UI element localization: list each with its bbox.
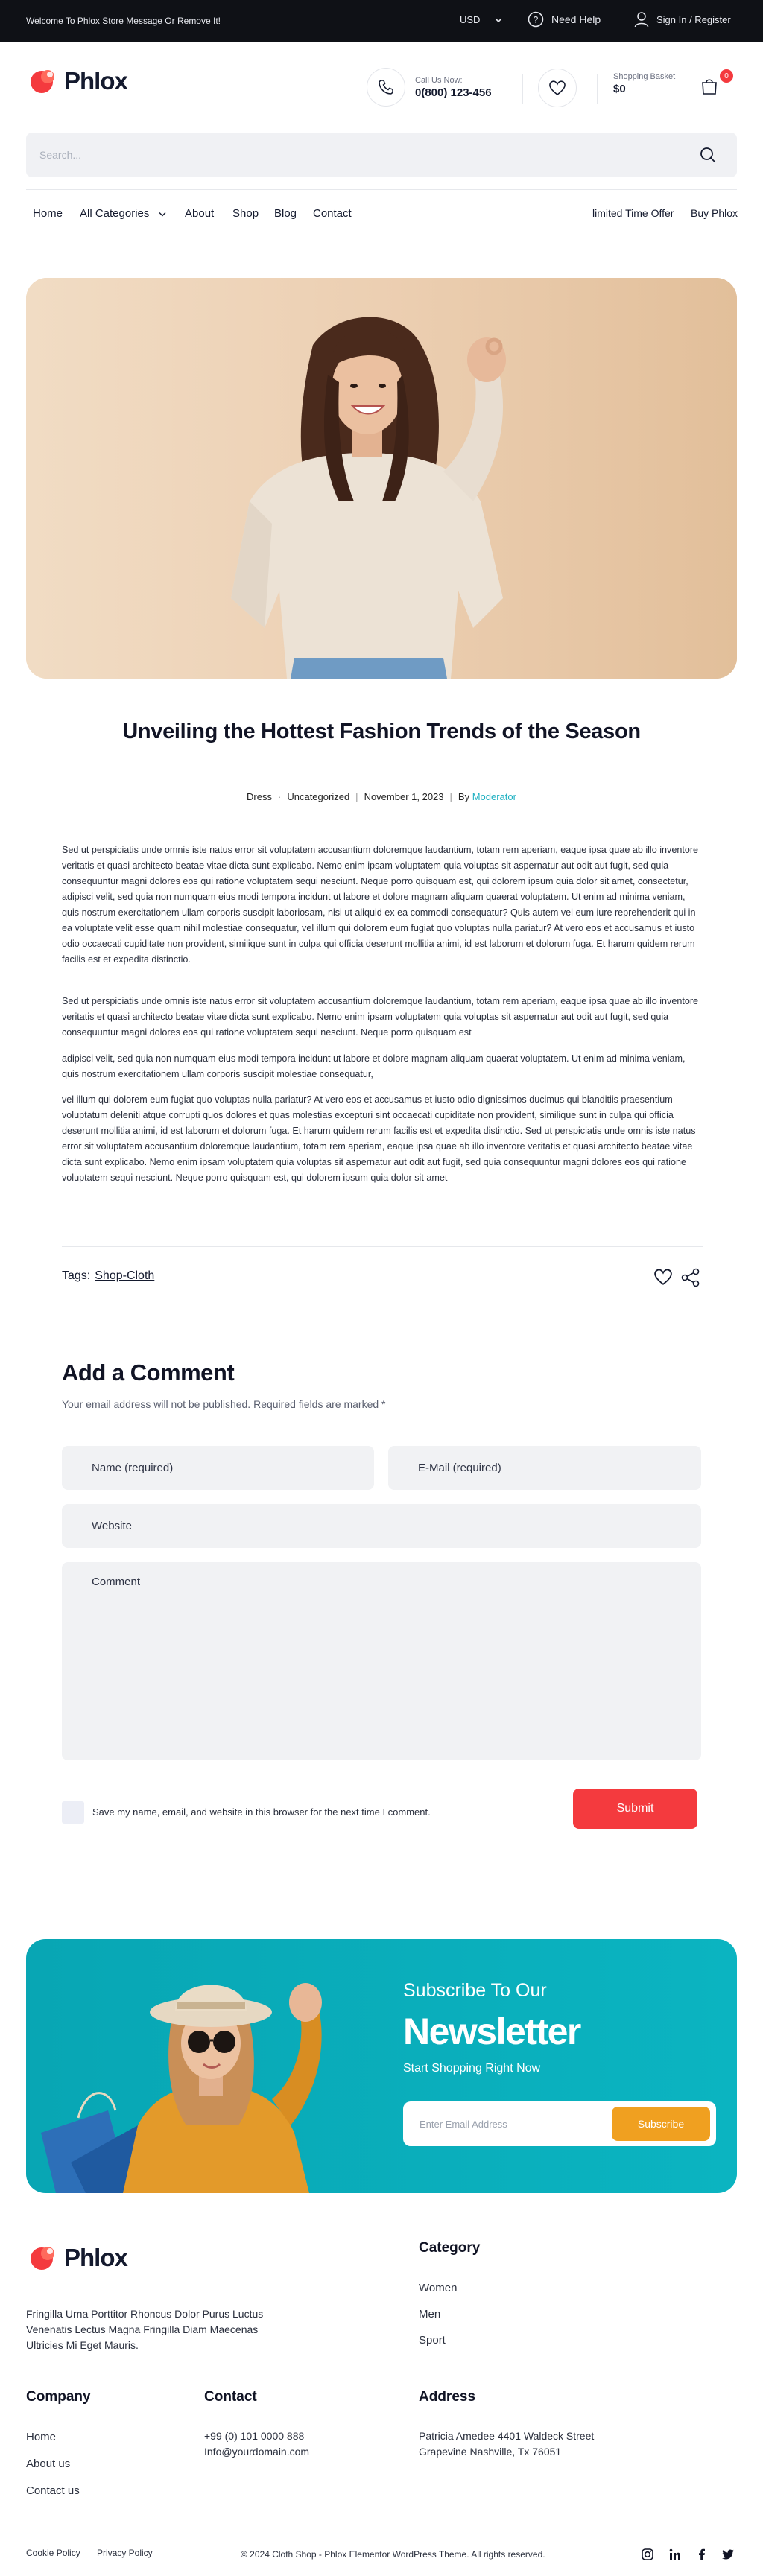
comment-note: Your email address will not be published. Required fields are marked * — [62, 1398, 386, 1410]
footer-address-line1: Patricia Amedee 4401 Waldeck Street — [419, 2430, 595, 2442]
post-author[interactable]: Moderator — [472, 791, 516, 802]
website-input[interactable] — [62, 1504, 701, 1548]
wishlist-button[interactable] — [538, 69, 577, 107]
share-icon[interactable] — [681, 1268, 700, 1287]
newsletter-heading: Newsletter — [403, 2011, 580, 2052]
sign-in-label: Sign In / Register — [656, 13, 731, 25]
brand-name: Phlox — [64, 67, 127, 95]
submit-comment-button[interactable]: Submit — [573, 1789, 697, 1829]
post-tags — [62, 1269, 154, 1283]
tag-shop-cloth[interactable]: Shop-Cloth — [95, 1269, 155, 1282]
post-category-dress[interactable]: Dress — [247, 791, 272, 802]
footer-company-title: Company — [26, 2389, 91, 2405]
instagram-icon[interactable] — [641, 2548, 654, 2561]
footer-contact-title: Contact — [204, 2389, 257, 2405]
logo-icon — [28, 68, 60, 95]
fashion-model-illustration — [26, 278, 737, 679]
save-info-label: Save my name, email, and website in this browser for the next time I comment. — [92, 1806, 431, 1818]
post-title: Unveiling the Hottest Fashion Trends of the Season — [122, 720, 641, 743]
basket-total: $0 — [613, 83, 626, 95]
cookie-policy-link[interactable]: Cookie Policy — [26, 2548, 80, 2558]
post-by: By — [458, 791, 470, 802]
cart-count-badge: 0 — [720, 69, 733, 83]
welcome-message: Welcome To Phlox Store Message Or Remove It! — [26, 16, 221, 26]
currency-selector[interactable] — [460, 14, 502, 25]
post-date: November 1, 2023 — [364, 791, 444, 802]
privacy-policy-link[interactable]: Privacy Policy — [97, 2548, 153, 2558]
footer-link-home[interactable]: Home — [26, 2431, 57, 2443]
post-paragraph: Sed ut perspiciatis unde omnis iste natus error sit voluptatem accusantium doloremque laudantium, totam rem aperiam, eaque ipsa quae ab illo inventore veritatis et quasi architecto beatae vitae dicta sunt explicabo. Nemo enim ipsam voluptatem quia voluptas sit aspernatur aut odit aut fugit, sed quia consequuntur magni dolores eos qui ratione voluptatem sequi nesciunt. Neque porro quisquam est, qui dolorem ipsum quia dolor sit amet, consectetur, adipisci velit, sed quia non numquam eius modi tempora incidunt ut labore et dolore magnam aliquam quaerat voluptatem. Ut enim ad minima veniam, quis nostrum exercitationem ullam corporis suscipit laboriosam, nisi ut aliquid ex ea commodi consequatur? Quis autem vel eum iure reprehenderit qui in ea voluptate velit esse quam nihil molestiae consequatur, vel illum qui dolorem eum fugiat quo voluptas nulla pariatur? At vero eos et accusamus et iusto odio occaecati cupiditate non provident, similique sunt in culpa qui officia deserunt mollitia animi, id est laborum et dolorum fuga. Et harum quidem rerum facilis est et expedita distinctio. — [62, 845, 699, 965]
chevron-down-icon — [159, 212, 166, 217]
logo-icon — [28, 2245, 60, 2271]
footer-link-contact[interactable]: Contact us — [26, 2484, 80, 2497]
post-category-uncategorized[interactable]: Uncategorized — [287, 791, 350, 802]
need-help-label: Need Help — [551, 13, 601, 25]
footer-category-men[interactable]: Men — [419, 2308, 441, 2320]
meta-separator: | — [449, 791, 452, 802]
sign-in-link[interactable] — [634, 11, 731, 28]
shopping-basket[interactable] — [613, 72, 675, 95]
newsletter-banner — [26, 1939, 737, 2193]
currency-label: USD — [460, 14, 481, 25]
nav-all-categories-label: All Categories — [80, 207, 150, 220]
cart-button[interactable] — [700, 72, 729, 99]
user-icon — [634, 11, 649, 28]
nav-contact[interactable]: Contact — [313, 207, 352, 220]
footer-address-title: Address — [419, 2389, 476, 2405]
newsletter-tagline: Start Shopping Right Now — [403, 2062, 541, 2075]
heart-icon — [548, 80, 566, 96]
footer-category-women[interactable]: Women — [419, 2282, 458, 2294]
footer-email[interactable]: Info@yourdomain.com — [204, 2446, 310, 2458]
tags-divider-top — [62, 1246, 703, 1247]
svg-text:?: ? — [533, 14, 539, 25]
basket-label: Shopping Basket — [613, 72, 676, 81]
phone-icon-wrap — [367, 68, 405, 107]
newsletter-model-illustration — [26, 1939, 384, 2193]
footer-address-line2: Grapevine Nashville, Tx 76051 — [419, 2446, 562, 2458]
comment-textarea[interactable] — [62, 1562, 701, 1760]
nav-home[interactable]: Home — [33, 207, 63, 220]
post-paragraph: Sed ut perspiciatis unde omnis iste natus error sit voluptatem accusantium doloremque laudantium, totam rem aperiam, eaque ipsa quae ab illo inventore veritatis et quasi architecto beatae vitae dicta sunt explicabo. Nemo enim ipsam voluptatem quia voluptas sit aspernatur aut odit aut fugit, sed quia consequuntur magni dolores eos qui ratione voluptatem sequi nesciunt. Neque porro quisquam est — [62, 996, 699, 1038]
copyright-text: © 2024 Cloth Shop - Phlox Elementor WordPress Theme. All rights reserved. — [241, 2549, 545, 2560]
footer-category-title: Category — [419, 2240, 481, 2256]
need-help-link[interactable] — [528, 11, 601, 28]
nav-shop[interactable]: Shop — [232, 207, 259, 220]
shopping-bag-icon — [700, 76, 718, 95]
header-divider — [597, 74, 598, 104]
meta-separator: | — [355, 791, 358, 802]
post-paragraph: vel illum qui dolorem eum fugiat quo voluptas nulla pariatur? At vero eos et accusamus et iusto odio dignissimos ducimus qui blanditiis praesentium voluptatum deleniti atque corrupti quos dolores et quas molestias excepturi sint occaecati cupiditate non provident, similique sunt in culpa qui officia deserunt mollitia animi, id est laborum et dolorum fuga. Et harum quidem rerum facilis est et expedita distinctio. Sed ut perspiciatis unde omnis iste natus error sit voluptatem accusantium doloremque laudantium, totam rem aperiam, eaque ipsa quae ab illo inventore veritatis et quasi architecto beatae vitae dicta sunt explicabo. Nemo enim ipsam voluptatem quia voluptas sit aspernatur aut odit aut fugit, sed quia consequuntur magni dolores eos qui ratione voluptatem sequi nesciunt. Neque porro quisquam est, qui dolorem ipsum quia dolor sit amet — [62, 1094, 696, 1183]
search-input[interactable] — [39, 146, 680, 164]
nav-blog[interactable]: Blog — [274, 207, 297, 220]
call-us-block[interactable] — [367, 66, 523, 109]
header-divider — [522, 74, 523, 104]
newsletter-email-input[interactable] — [420, 2115, 606, 2133]
search-icon[interactable] — [700, 147, 716, 163]
search-bar — [26, 133, 737, 177]
comment-title: Add a Comment — [62, 1360, 235, 1386]
top-bar — [0, 0, 763, 42]
subscribe-button[interactable]: Subscribe — [612, 2107, 710, 2141]
name-input[interactable] — [62, 1446, 374, 1490]
nav-all-categories[interactable] — [80, 207, 166, 220]
footer-logo[interactable] — [28, 2244, 127, 2272]
nav-limited-offer[interactable]: limited Time Offer — [592, 207, 674, 219]
tags-label: Tags: — [62, 1269, 91, 1282]
facebook-icon[interactable] — [695, 2548, 709, 2561]
newsletter-form — [403, 2101, 716, 2146]
save-info-checkbox[interactable] — [62, 1801, 84, 1824]
nav-about[interactable]: About — [185, 207, 215, 220]
nav-divider-top — [26, 189, 737, 190]
newsletter-line1: Subscribe To Our — [403, 1980, 547, 2001]
email-input[interactable] — [388, 1446, 701, 1490]
help-icon — [528, 11, 544, 28]
post-paragraph: adipisci velit, sed quia non numquam eius modi tempora incidunt ut labore et dolore magnam aliquam quaerat voluptatem. Ut enim ad minima veniam, quis nostrum exercitationem ullam corporis suscipit molestiae consequatur, — [62, 1053, 686, 1079]
phone-number: 0(800) 123-456 — [415, 86, 492, 99]
post-meta — [0, 791, 763, 802]
twitter-icon[interactable] — [721, 2548, 735, 2561]
meta-separator: · — [278, 791, 282, 802]
footer-link-about[interactable]: About us — [26, 2458, 71, 2470]
linkedin-icon[interactable] — [668, 2548, 682, 2561]
footer-category-sport[interactable]: Sport — [419, 2334, 446, 2347]
footer-about-text: Fringilla Urna Porttitor Rhoncus Dolor Purus Luctus Venenatis Lectus Magna Fringilla Diam Maecenas Ultricies Mi Eget Mauris. — [26, 2308, 264, 2351]
post-featured-image — [26, 278, 737, 679]
chevron-down-icon — [495, 17, 502, 23]
call-us-label: Call Us Now: — [415, 75, 463, 85]
phone-icon — [378, 79, 394, 95]
footer-phone[interactable]: +99 (0) 101 0000 888 — [204, 2430, 305, 2442]
nav-buy-phlox[interactable]: Buy Phlox — [691, 207, 738, 219]
logo[interactable] — [28, 67, 127, 95]
footer-brand-name: Phlox — [64, 2244, 127, 2271]
like-heart-icon[interactable] — [653, 1268, 673, 1286]
